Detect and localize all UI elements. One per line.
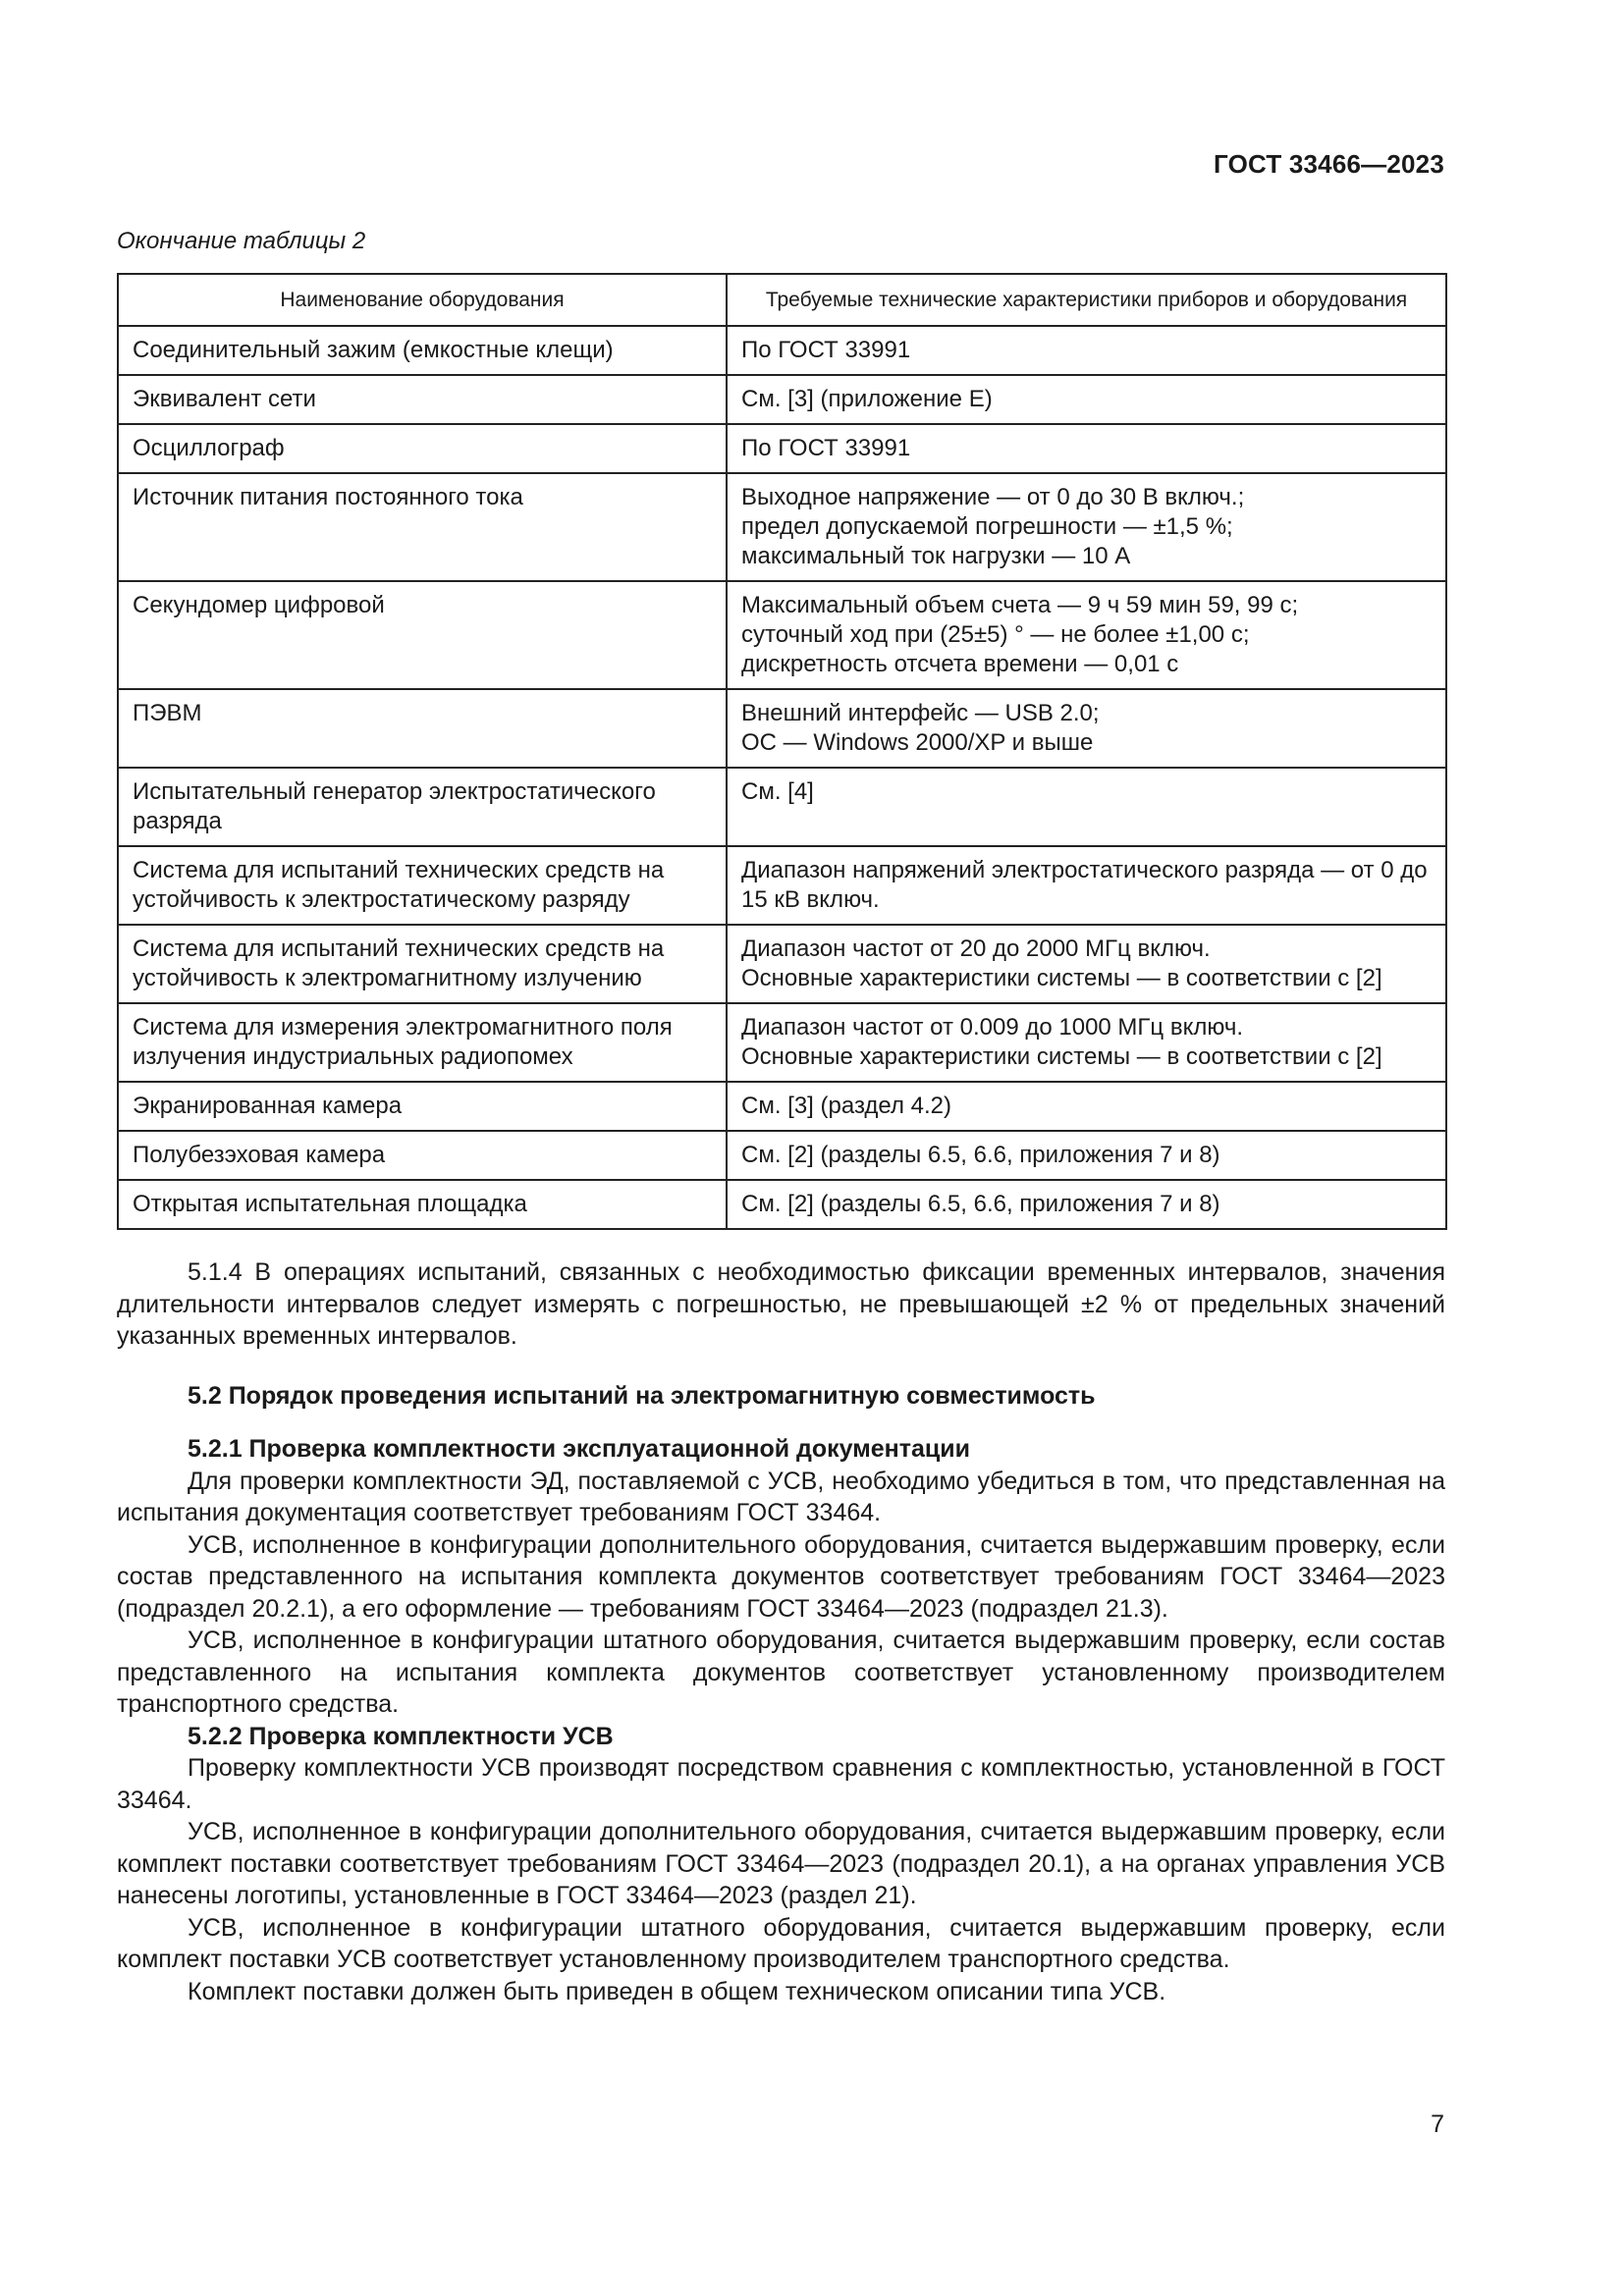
- paragraph: Для проверки комплектности ЭД, поставляемой с УСВ, необходимо убедиться в том, что представленная на испытания документация соответствует требованиям ГОСТ 33464.: [117, 1467, 1445, 1526]
- equipment-name: Эквивалент сети: [118, 375, 727, 424]
- equipment-spec: [727, 473, 1446, 581]
- equipment-name: Соединительный зажим (емкостные клещи): [118, 326, 727, 375]
- table-row: [118, 424, 1446, 473]
- column-header-equipment: Наименование оборудования: [118, 274, 727, 326]
- spec-line: Основные характеристики системы — в соответствии с [2]: [741, 1043, 1382, 1070]
- spec-line: Диапазон частот от 0.009 до 1000 МГц включ.: [741, 1014, 1243, 1041]
- equipment-spec: [727, 424, 1446, 473]
- spec-line: См. [3] (раздел 4.2): [741, 1093, 951, 1119]
- spec-line: По ГОСТ 33991: [741, 435, 911, 461]
- equipment-name: Осциллограф: [118, 424, 727, 473]
- table-row: [118, 375, 1446, 424]
- table-row: [118, 326, 1446, 375]
- spec-line: Диапазон напряжений электростатического разряда — от 0 до 15 кВ включ.: [741, 857, 1428, 913]
- column-header-specs: Требуемые технические характеристики приборов и оборудования: [727, 274, 1446, 326]
- subsection-heading-5-2-2: 5.2.2 Проверка комплектности УСВ: [188, 1722, 614, 1750]
- table-row: [118, 473, 1446, 581]
- equipment-name: Испытательный генератор электростатического разряда: [118, 768, 727, 846]
- paragraph: УСВ, исполненное в конфигурации штатного оборудования, считается выдержавшим проверку, если состав представленного на испытания комплекта документов соответствует установленному производителем транспортного средства.: [117, 1627, 1445, 1718]
- equipment-name: Секундомер цифровой: [118, 581, 727, 689]
- equipment-spec: [727, 1180, 1446, 1229]
- spec-line: См. [4]: [741, 778, 814, 805]
- table-header-row: [118, 274, 1446, 326]
- equipment-name: ПЭВМ: [118, 689, 727, 768]
- equipment-spec: [727, 1082, 1446, 1131]
- spec-line: ОС — Windows 2000/XP и выше: [741, 729, 1094, 756]
- table-row: [118, 768, 1446, 846]
- equipment-name: Открытая испытательная площадка: [118, 1180, 727, 1229]
- table-row: [118, 1003, 1446, 1082]
- paragraph: Проверку комплектности УСВ производят посредством сравнения с комплектностью, установленной в ГОСТ 33464.: [117, 1754, 1445, 1814]
- spec-line: Выходное напряжение — от 0 до 30 В включ.;: [741, 484, 1245, 510]
- equipment-spec: [727, 846, 1446, 925]
- equipment-spec: [727, 689, 1446, 768]
- body-text: [117, 1256, 1445, 2007]
- table-caption: Окончание таблицы 2: [117, 228, 366, 254]
- paragraph-5-1-4: 5.1.4 В операциях испытаний, связанных с необходимостью фиксации временных интервалов, значения длительности интервалов следует измерять с погрешностью, не превышающей ±2 % от предельных значений указанных временных интервалов.: [117, 1258, 1445, 1350]
- table-row: [118, 581, 1446, 689]
- equipment-spec: [727, 326, 1446, 375]
- equipment-name: Система для измерения электромагнитного поля излучения индустриальных радиопомех: [118, 1003, 727, 1082]
- spec-line: См. [2] (разделы 6.5, 6.6, приложения 7 и 8): [741, 1191, 1220, 1217]
- page-number: 7: [1431, 2110, 1444, 2138]
- equipment-name: Полубезэховая камера: [118, 1131, 727, 1180]
- paragraph: УСВ, исполненное в конфигурации дополнительного оборудования, считается выдержавшим проверку, если состав представленного на испытания комплекта документов соответствует требованиям ГОСТ 33464—2023 (подраздел 20.2.1), а его оформление — требованиям ГОСТ 33464—2023 (подраздел 21.3).: [117, 1530, 1445, 1623]
- equipment-name: Экранированная камера: [118, 1082, 727, 1131]
- subsection-heading-5-2-1: 5.2.1 Проверка комплектности эксплуатационной документации: [188, 1435, 971, 1463]
- equipment-spec: [727, 375, 1446, 424]
- spec-line: Основные характеристики системы — в соответствии с [2]: [741, 965, 1382, 991]
- spec-line: См. [3] (приложение Е): [741, 386, 993, 412]
- table-row: [118, 1180, 1446, 1229]
- spec-line: дискретность отсчета времени — 0,01 с: [741, 651, 1179, 677]
- spec-line: См. [2] (разделы 6.5, 6.6, приложения 7 и 8): [741, 1142, 1220, 1168]
- paragraph: Комплект поставки должен быть приведен в общем техническом описании типа УСВ.: [188, 1977, 1166, 2005]
- equipment-name: Система для испытаний технических средств на устойчивость к электромагнитному излучению: [118, 925, 727, 1003]
- table-row: [118, 689, 1446, 768]
- spec-line: предел допускаемой погрешности — ±1,5 %;: [741, 513, 1233, 540]
- equipment-name: Источник питания постоянного тока: [118, 473, 727, 581]
- spec-line: Диапазон частот от 20 до 2000 МГц включ.: [741, 935, 1211, 962]
- spec-line: суточный ход при (25±5) ° — не более ±1,00 с;: [741, 621, 1250, 648]
- spec-line: По ГОСТ 33991: [741, 337, 911, 363]
- table-row: [118, 1131, 1446, 1180]
- table-row: [118, 925, 1446, 1003]
- paragraph: УСВ, исполненное в конфигурации дополнительного оборудования, считается выдержавшим проверку, если комплект поставки соответствует требованиям ГОСТ 33464—2023 (подраздел 20.1), а на органах управления УСВ нанесены логотипы, установленные в ГОСТ 33464—2023 (раздел 21).: [117, 1818, 1445, 1909]
- equipment-table: [117, 273, 1447, 1230]
- equipment-spec: [727, 925, 1446, 1003]
- paragraph: УСВ, исполненное в конфигурации штатного оборудования, считается выдержавшим проверку, если комплект поставки УСВ соответствует установленному производителем транспортного средства.: [117, 1913, 1445, 1973]
- table-row: [118, 1082, 1446, 1131]
- equipment-spec: [727, 1131, 1446, 1180]
- equipment-spec: [727, 768, 1446, 846]
- equipment-name: Система для испытаний технических средств на устойчивость к электростатическому разряду: [118, 846, 727, 925]
- equipment-spec: [727, 581, 1446, 689]
- spec-line: Максимальный объем счета — 9 ч 59 мин 59, 99 с;: [741, 592, 1299, 618]
- section-heading-5-2: 5.2 Порядок проведения испытаний на электромагнитную совместимость: [188, 1381, 1096, 1410]
- spec-line: Внешний интерфейс — USB 2.0;: [741, 700, 1100, 726]
- document-code: ГОСТ 33466—2023: [1214, 149, 1444, 179]
- equipment-spec: [727, 1003, 1446, 1082]
- table-row: [118, 846, 1446, 925]
- spec-line: максимальный ток нагрузки — 10 А: [741, 543, 1131, 569]
